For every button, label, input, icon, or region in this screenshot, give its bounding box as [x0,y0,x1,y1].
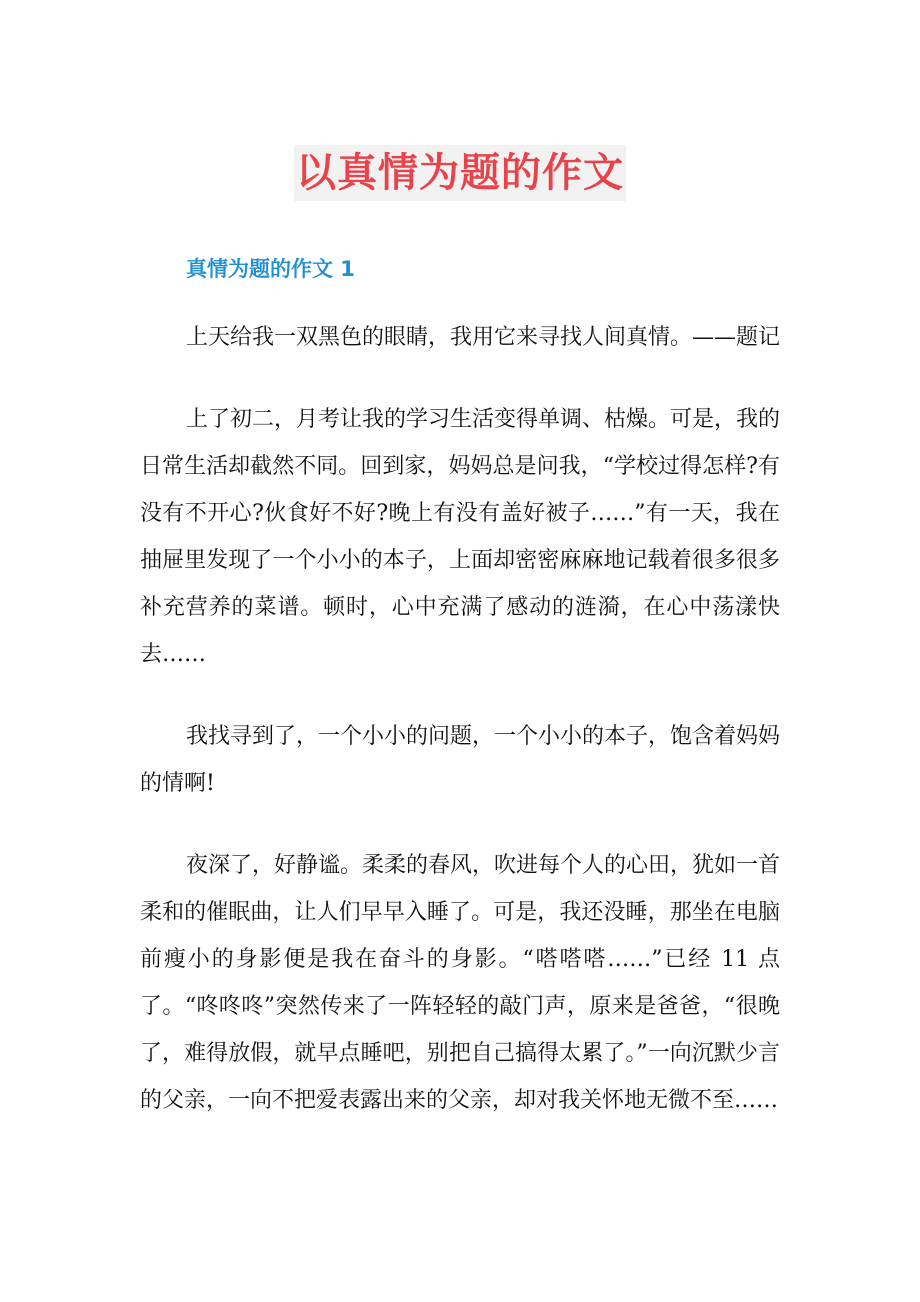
section-title: 真情为题的作文 1 [186,257,355,281]
essay-body [140,314,780,1159]
essay-paragraph: 上了初二，月考让我的学习生活变得单调、枯燥。可是，我的日常生活却截然不同。回到家，妈妈总是问我，“学校过得怎样?有没有不开心?伙食好不好?晚上有没有盖好被子……”有一天，我在抽屉里发现了一个小小的本子，上面却密密麻麻地记载着很多很多补充营养的菜谱。顿时，心中充满了感动的涟漪，在心中荡漾快去…… [140,407,781,667]
document-title: 以真情为题的作文 [294,145,626,201]
essay-paragraph: 上天给我一双黑色的眼睛，我用它来寻找人间真情。——题记 [186,325,781,350]
essay-paragraph: 我找寻到了，一个小小的问题，一个小小的本子，饱含着妈妈的情啊! [140,724,781,796]
title-container [0,118,920,228]
essay-paragraph: 夜深了，好静谧。柔柔的春风，吹进每个人的心田，犹如一首柔和的催眠曲，让人们早早入睡了。可是，我还没睡，那坐在电脑前瘦小的身影便是我在奋斗的身影。“嗒嗒嗒……”已经 11 点了。“咚咚咚”突然传来了一阵轻轻的敲门声，原来是爸爸，“很晚了，难得放假，就早点睡吧，别把自己搞得太累了。”一向沉默少言的父亲，一向不把爱表露出来的父亲，却对我关怀地无微不至…… [140,853,781,1113]
